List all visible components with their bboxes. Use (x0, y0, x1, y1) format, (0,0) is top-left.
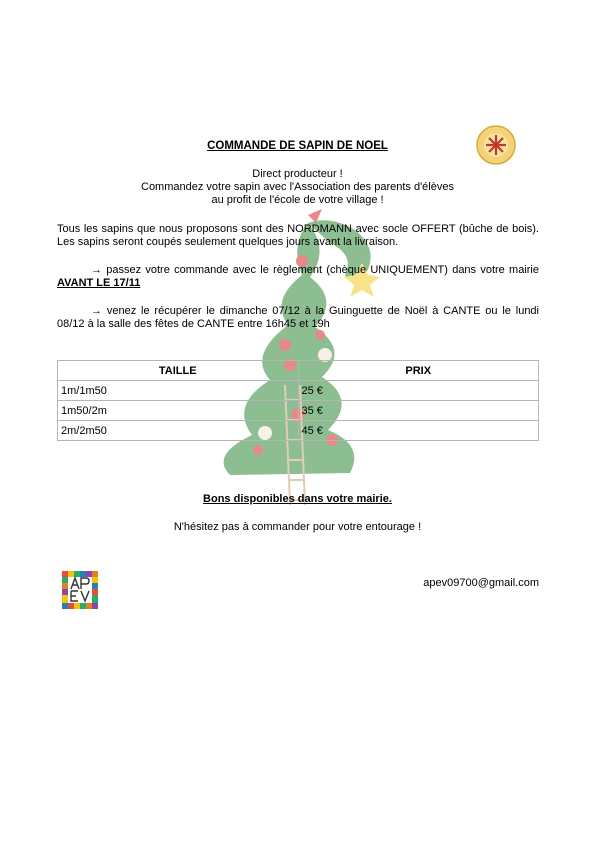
order-deadline: AVANT LE 17/11 (57, 277, 141, 289)
intro-line-2: Commandez votre sapin avec l'Association des parents d'élèves (141, 181, 454, 193)
price-cell: 45 € (298, 421, 539, 441)
price-cell: 25 € (298, 381, 539, 401)
bons-notice: Bons disponibles dans votre mairie. (203, 493, 392, 505)
size-cell: 2m/2m50 (58, 421, 299, 441)
closing-line: N'hésitez pas à commander pour votre entourage ! (173, 521, 422, 533)
size-cell: 1m50/2m (58, 401, 299, 421)
header-prix: PRIX (298, 361, 539, 381)
apev-logo (62, 571, 98, 609)
intro-line-3: au profit de l'école de votre village ! (211, 194, 384, 206)
header-taille: TAILLE (58, 361, 299, 381)
pickup-instruction: → venez le récupérer le dimanche 07/12 à la Guinguette de Noël à CANTE ou le lundi 08/12 à la salle des fêtes de CANTE entre 16h45 et 19h (57, 305, 539, 330)
price-table (57, 360, 539, 441)
table-row (58, 421, 539, 441)
paragraph-nordmann: Tous les sapins que nous proposons sont des NORDMANN avec socle OFFERT (bûche de bois). Les sapins seront coupés seulement quelques jours avant la livraison. (57, 223, 539, 248)
paragraph-order (57, 264, 539, 290)
table-row (58, 381, 539, 401)
intro-line-1: Direct producteur ! (252, 168, 343, 180)
paragraph-pickup (57, 305, 539, 331)
table-row (58, 401, 539, 421)
contact-email: apev09700@gmail.com (423, 577, 539, 589)
table-header-row (58, 361, 539, 381)
page-title: COMMANDE DE SAPIN DE NOEL (207, 140, 388, 152)
size-cell: 1m/1m50 (58, 381, 299, 401)
order-instruction: → passez votre commande avec le règlement (chèque UNIQUEMENT) dans votre mairie (91, 264, 539, 276)
price-cell: 35 € (298, 401, 539, 421)
